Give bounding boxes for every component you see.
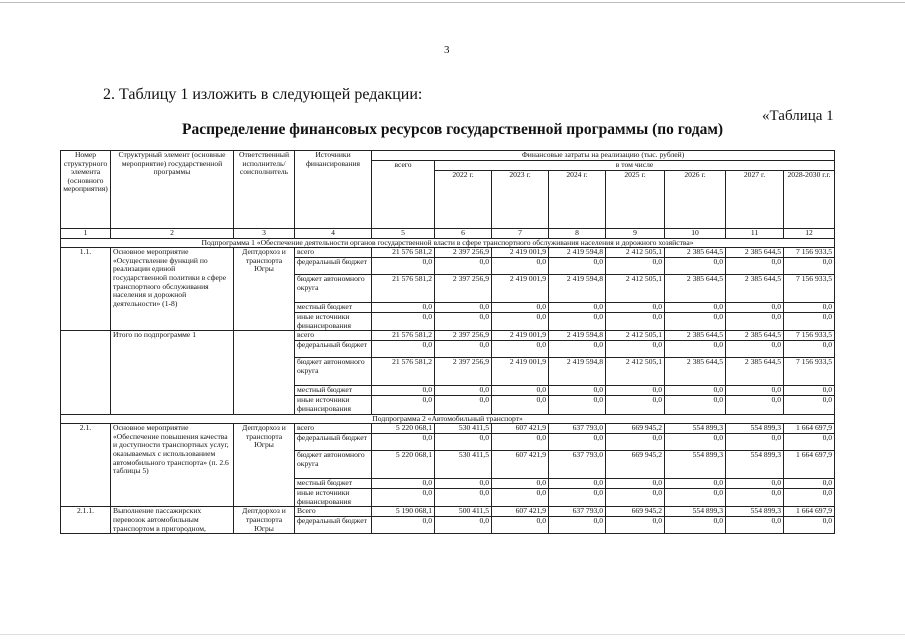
amount-cell: 0,0 <box>606 434 665 451</box>
column-index: 9 <box>606 229 665 239</box>
amount-cell: 7 156 933,5 <box>784 248 835 258</box>
amount-cell: 554 899,3 <box>665 451 726 479</box>
amount-cell: 2 397 256,9 <box>435 275 492 303</box>
amount-cell: 0,0 <box>606 258 665 275</box>
funding-source: Всего <box>295 507 372 517</box>
amount-cell: 2 385 644,5 <box>726 358 784 386</box>
element-number: 2.1.1. <box>61 507 111 534</box>
amount-cell: 554 899,3 <box>665 424 726 434</box>
funding-source: местный бюджет <box>295 386 372 396</box>
amount-cell: 530 411,5 <box>435 451 492 479</box>
amount-cell: 607 421,9 <box>492 507 549 517</box>
funding-source: федеральный бюджет <box>295 517 372 534</box>
amount-cell: 0,0 <box>372 258 435 275</box>
amount-cell: 0,0 <box>372 341 435 358</box>
amount-cell: 2 385 644,5 <box>665 358 726 386</box>
amount-cell: 637 793,0 <box>549 451 606 479</box>
amount-cell: 0,0 <box>665 386 726 396</box>
amount-cell: 0,0 <box>784 303 835 313</box>
amount-cell: 0,0 <box>784 341 835 358</box>
amount-cell: 0,0 <box>492 258 549 275</box>
table-row <box>61 424 835 434</box>
amount-cell: 0,0 <box>435 341 492 358</box>
amount-cell: 0,0 <box>372 489 435 507</box>
amount-cell: 0,0 <box>435 489 492 507</box>
amount-cell: 554 899,3 <box>726 507 784 517</box>
amount-cell: 0,0 <box>726 303 784 313</box>
element-number: 2.1. <box>61 424 111 507</box>
amount-cell: 0,0 <box>435 396 492 414</box>
amount-cell: 2 419 594,8 <box>549 275 606 303</box>
amount-cell: 0,0 <box>492 313 549 331</box>
column-index-row <box>61 229 835 239</box>
funding-source: федеральный бюджет <box>295 258 372 275</box>
funding-source: бюджет автономного округа <box>295 451 372 479</box>
amount-cell: 500 411,5 <box>435 507 492 517</box>
funding-source: иные источники финансирования <box>295 396 372 414</box>
subprogram-heading-row <box>61 414 835 424</box>
header-costs: Финансовые затраты на реализацию (тыс. рублей) <box>372 151 835 161</box>
amount-cell: 1 664 697,9 <box>784 451 835 479</box>
element-name: Выполнение пассажирских перевозок автомобильным транспортом в пригородном, <box>111 507 234 534</box>
amount-cell: 0,0 <box>435 386 492 396</box>
amount-cell: 0,0 <box>492 303 549 313</box>
amount-cell: 5 190 068,1 <box>372 507 435 517</box>
amount-cell: 0,0 <box>606 396 665 414</box>
amount-cell: 0,0 <box>784 313 835 331</box>
column-index: 6 <box>435 229 492 239</box>
header-including: в том числе <box>435 161 835 171</box>
element-name: Основное мероприятие «Осуществление функций по реализации единой государственной политики в сфере транспортного обслуживания населения и дорожной деятельности» (1-8) <box>111 248 234 331</box>
amount-cell: 2 419 001,9 <box>492 248 549 258</box>
amount-cell: 0,0 <box>665 341 726 358</box>
element-responsible <box>234 331 295 414</box>
amount-cell: 554 899,3 <box>726 451 784 479</box>
amount-cell: 607 421,9 <box>492 424 549 434</box>
funding-source: федеральный бюджет <box>295 341 372 358</box>
amount-cell: 0,0 <box>372 434 435 451</box>
amount-cell: 2 397 256,9 <box>435 358 492 386</box>
financial-resources-table <box>60 150 835 534</box>
amount-cell: 2 419 594,8 <box>549 248 606 258</box>
header-element: Структурный элемент (основные мероприятие) государственной программы <box>111 151 234 229</box>
amount-cell: 0,0 <box>549 479 606 489</box>
amount-cell: 0,0 <box>435 479 492 489</box>
amount-cell: 0,0 <box>665 489 726 507</box>
amount-cell: 2 412 505,1 <box>606 358 665 386</box>
page-number: 3 <box>444 44 450 56</box>
column-index: 10 <box>665 229 726 239</box>
amount-cell: 0,0 <box>784 489 835 507</box>
amount-cell: 0,0 <box>784 479 835 489</box>
amount-cell: 0,0 <box>606 386 665 396</box>
funding-source: местный бюджет <box>295 303 372 313</box>
column-index: 12 <box>784 229 835 239</box>
amount-cell: 0,0 <box>606 303 665 313</box>
amount-cell: 637 793,0 <box>549 424 606 434</box>
column-index: 11 <box>726 229 784 239</box>
funding-source: иные источники финансирования <box>295 313 372 331</box>
amount-cell: 2 397 256,9 <box>435 331 492 341</box>
amount-cell: 0,0 <box>549 341 606 358</box>
amount-cell: 0,0 <box>784 396 835 414</box>
header-row <box>61 151 835 161</box>
amount-cell: 0,0 <box>665 396 726 414</box>
amount-cell: 0,0 <box>665 434 726 451</box>
amount-cell: 2 412 505,1 <box>606 275 665 303</box>
header-year: 2022 г. <box>435 171 492 229</box>
amount-cell: 0,0 <box>606 517 665 534</box>
funding-source: федеральный бюджет <box>295 434 372 451</box>
header-number: Номер структурного элемента (основного мероприятия) <box>61 151 111 229</box>
element-responsible: Дептдорхоз и транспорта Югры <box>234 424 295 507</box>
header-year: 2024 г. <box>549 171 606 229</box>
amount-cell: 0,0 <box>549 386 606 396</box>
amount-cell: 0,0 <box>726 341 784 358</box>
amount-cell: 2 397 256,9 <box>435 248 492 258</box>
amount-cell: 0,0 <box>549 313 606 331</box>
amount-cell: 2 419 001,9 <box>492 331 549 341</box>
amount-cell: 2 419 594,8 <box>549 331 606 341</box>
column-index: 7 <box>492 229 549 239</box>
amount-cell: 7 156 933,5 <box>784 331 835 341</box>
amount-cell: 0,0 <box>549 303 606 313</box>
column-index: 5 <box>372 229 435 239</box>
amount-cell: 0,0 <box>665 258 726 275</box>
element-responsible: Дептдорхоз и транспорта Югры <box>234 507 295 534</box>
amount-cell: 1 664 697,9 <box>784 424 835 434</box>
amount-cell: 0,0 <box>372 303 435 313</box>
funding-source: иные источники финансирования <box>295 489 372 507</box>
funding-source: всего <box>295 248 372 258</box>
amount-cell: 607 421,9 <box>492 451 549 479</box>
amount-cell: 0,0 <box>435 258 492 275</box>
amount-cell: 637 793,0 <box>549 507 606 517</box>
amount-cell: 0,0 <box>784 434 835 451</box>
amount-cell: 0,0 <box>549 489 606 507</box>
amount-cell: 530 411,5 <box>435 424 492 434</box>
header-year: 2025 г. <box>606 171 665 229</box>
amount-cell: 669 945,2 <box>606 451 665 479</box>
amount-cell: 0,0 <box>606 489 665 507</box>
element-number: 1.1. <box>61 248 111 331</box>
amount-cell: 554 899,3 <box>665 507 726 517</box>
amount-cell: 2 419 001,9 <box>492 275 549 303</box>
amount-cell: 0,0 <box>492 386 549 396</box>
amount-cell: 0,0 <box>549 517 606 534</box>
header-year: 2027 г. <box>726 171 784 229</box>
column-index: 2 <box>111 229 234 239</box>
amount-cell: 2 385 644,5 <box>726 248 784 258</box>
instruction-text: 2. Таблицу 1 изложить в следующей редакции: <box>103 86 423 103</box>
amount-cell: 669 945,2 <box>606 507 665 517</box>
amount-cell: 2 385 644,5 <box>665 275 726 303</box>
amount-cell: 0,0 <box>726 517 784 534</box>
amount-cell: 0,0 <box>372 313 435 331</box>
amount-cell: 2 385 644,5 <box>726 275 784 303</box>
amount-cell: 0,0 <box>492 489 549 507</box>
header-year: 2023 г. <box>492 171 549 229</box>
amount-cell: 21 576 581,2 <box>372 358 435 386</box>
amount-cell: 0,0 <box>435 313 492 331</box>
amount-cell: 2 385 644,5 <box>665 331 726 341</box>
amount-cell: 7 156 933,5 <box>784 358 835 386</box>
amount-cell: 0,0 <box>726 434 784 451</box>
amount-cell: 21 576 581,2 <box>372 331 435 341</box>
amount-cell: 0,0 <box>372 517 435 534</box>
amount-cell: 2 412 505,1 <box>606 248 665 258</box>
amount-cell: 0,0 <box>492 479 549 489</box>
element-name: Итого по подпрограмме 1 <box>111 331 234 414</box>
amount-cell: 0,0 <box>549 258 606 275</box>
amount-cell: 0,0 <box>492 341 549 358</box>
amount-cell: 0,0 <box>726 489 784 507</box>
column-index: 4 <box>295 229 372 239</box>
scan-bottom-edge <box>0 634 905 635</box>
amount-cell: 7 156 933,5 <box>784 275 835 303</box>
header-year: 2028-2030 г.г. <box>784 171 835 229</box>
amount-cell: 669 945,2 <box>606 424 665 434</box>
column-index: 8 <box>549 229 606 239</box>
amount-cell: 21 576 581,2 <box>372 275 435 303</box>
funding-source: местный бюджет <box>295 479 372 489</box>
amount-cell: 0,0 <box>726 386 784 396</box>
amount-cell: 0,0 <box>372 479 435 489</box>
amount-cell: 0,0 <box>549 434 606 451</box>
table-row <box>61 248 835 258</box>
amount-cell: 0,0 <box>726 258 784 275</box>
table-row <box>61 507 835 517</box>
element-number <box>61 331 111 414</box>
amount-cell: 0,0 <box>606 341 665 358</box>
amount-cell: 0,0 <box>726 396 784 414</box>
amount-cell: 21 576 581,2 <box>372 248 435 258</box>
amount-cell: 5 220 068,1 <box>372 424 435 434</box>
header-sources: Источники финансирования <box>295 151 372 229</box>
amount-cell: 0,0 <box>784 386 835 396</box>
amount-cell: 0,0 <box>726 479 784 489</box>
document-title: Распределение финансовых ресурсов государственной программы (по годам) <box>182 121 724 138</box>
amount-cell: 2 412 505,1 <box>606 331 665 341</box>
amount-cell: 554 899,3 <box>726 424 784 434</box>
funding-source: бюджет автономного округа <box>295 358 372 386</box>
subprogram1-heading: Подпрограмма 1 «Обеспечение деятельности органов государственной власти в сфере транспортного обслуживания населения и дорожного хозяйства» <box>61 238 835 248</box>
amount-cell: 2 385 644,5 <box>726 331 784 341</box>
amount-cell: 0,0 <box>665 313 726 331</box>
header-year: 2026 г. <box>665 171 726 229</box>
amount-cell: 0,0 <box>784 258 835 275</box>
amount-cell: 0,0 <box>435 434 492 451</box>
amount-cell: 0,0 <box>435 303 492 313</box>
amount-cell: 0,0 <box>435 517 492 534</box>
header-responsible: Ответственный исполнитель/ соисполнитель <box>234 151 295 229</box>
amount-cell: 0,0 <box>492 396 549 414</box>
table-label: «Таблица 1 <box>762 108 834 124</box>
element-name: Основное мероприятие «Обеспечение повышения качества и доступности транспортных услуг, оказываемых с использованием автомобильного транспорта» (п. 2.6 таблицы 5) <box>111 424 234 507</box>
header-total: всего <box>372 161 435 229</box>
element-responsible: Дептдорхоз и транспорта Югры <box>234 248 295 331</box>
amount-cell: 0,0 <box>784 517 835 534</box>
table-row <box>61 331 835 341</box>
amount-cell: 0,0 <box>549 396 606 414</box>
column-index: 3 <box>234 229 295 239</box>
amount-cell: 0,0 <box>665 517 726 534</box>
funding-source: всего <box>295 424 372 434</box>
amount-cell: 2 385 644,5 <box>665 248 726 258</box>
amount-cell: 5 220 068,1 <box>372 451 435 479</box>
amount-cell: 2 419 594,8 <box>549 358 606 386</box>
amount-cell: 0,0 <box>665 479 726 489</box>
scan-top-edge <box>0 2 905 3</box>
amount-cell: 0,0 <box>372 386 435 396</box>
subprogram2-heading: Подпрограмма 2 «Автомобильный транспорт» <box>61 414 835 424</box>
amount-cell: 2 419 001,9 <box>492 358 549 386</box>
amount-cell: 0,0 <box>372 396 435 414</box>
amount-cell: 0,0 <box>665 303 726 313</box>
amount-cell: 0,0 <box>726 313 784 331</box>
amount-cell: 0,0 <box>492 434 549 451</box>
amount-cell: 0,0 <box>606 313 665 331</box>
amount-cell: 0,0 <box>606 479 665 489</box>
funding-source: бюджет автономного округа <box>295 275 372 303</box>
subprogram-heading-row <box>61 238 835 248</box>
column-index: 1 <box>61 229 111 239</box>
funding-source: всего <box>295 331 372 341</box>
amount-cell: 1 664 697,9 <box>784 507 835 517</box>
amount-cell: 0,0 <box>492 517 549 534</box>
